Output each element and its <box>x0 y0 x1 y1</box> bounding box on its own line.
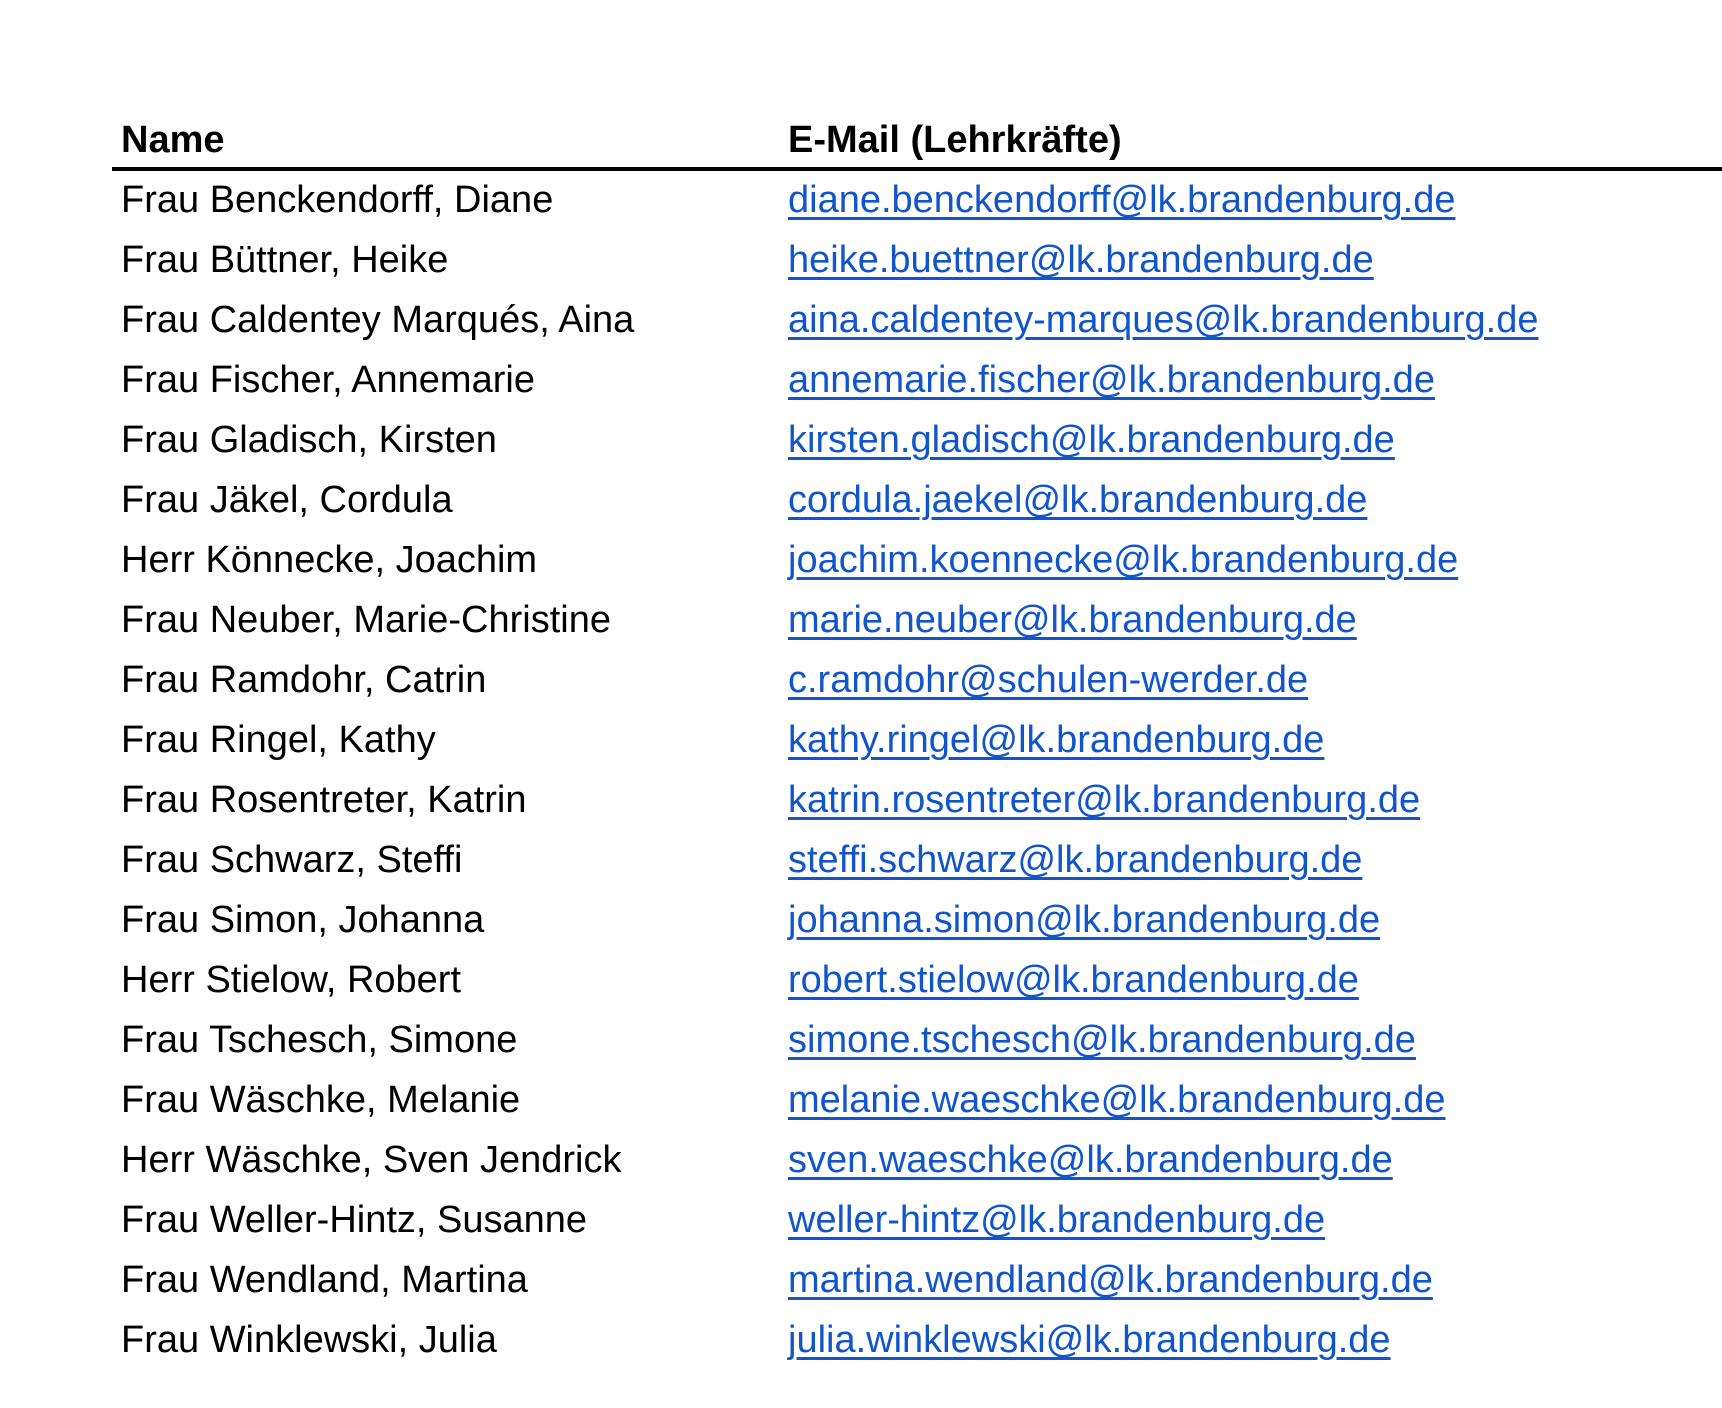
teacher-name: Herr Wäschke, Sven Jendrick <box>121 1139 622 1181</box>
table-row <box>112 170 1722 230</box>
table-header-row <box>112 112 1722 170</box>
table-row <box>112 590 1722 650</box>
email-link[interactable]: melanie.waeschke@lk.brandenburg.de <box>788 1079 1446 1121</box>
teacher-name: Frau Winklewski, Julia <box>121 1319 497 1361</box>
email-link[interactable]: kathy.ringel@lk.brandenburg.de <box>788 719 1325 761</box>
teacher-name: Frau Fischer, Annemarie <box>121 359 535 401</box>
table-row <box>112 770 1722 830</box>
teacher-name: Frau Ringel, Kathy <box>121 719 436 761</box>
email-link[interactable]: sven.waeschke@lk.brandenburg.de <box>788 1139 1393 1181</box>
table-row <box>112 1010 1722 1070</box>
column-header-name: Name <box>121 119 225 161</box>
teacher-name: Frau Gladisch, Kirsten <box>121 419 497 461</box>
teacher-name: Frau Schwarz, Steffi <box>121 839 463 881</box>
table-row <box>112 1250 1722 1310</box>
email-link[interactable]: julia.winklewski@lk.brandenburg.de <box>788 1319 1391 1361</box>
teacher-name: Frau Büttner, Heike <box>121 239 449 281</box>
table-row <box>112 1310 1722 1370</box>
table-row <box>112 650 1722 710</box>
teacher-name: Frau Neuber, Marie-Christine <box>121 599 611 641</box>
email-link[interactable]: cordula.jaekel@lk.brandenburg.de <box>788 479 1368 521</box>
teacher-name: Herr Könnecke, Joachim <box>121 539 538 581</box>
teacher-name: Herr Stielow, Robert <box>121 959 462 1001</box>
teacher-name: Frau Simon, Johanna <box>121 899 485 941</box>
teacher-name: Frau Caldentey Marqués, Aina <box>121 299 635 341</box>
email-link[interactable]: joachim.koennecke@lk.brandenburg.de <box>788 539 1459 581</box>
email-link[interactable]: c.ramdohr@schulen-werder.de <box>788 659 1309 701</box>
table-row <box>112 710 1722 770</box>
email-link[interactable]: johanna.simon@lk.brandenburg.de <box>788 899 1381 941</box>
table-row <box>112 890 1722 950</box>
email-link[interactable]: diane.benckendorff@lk.brandenburg.de <box>788 179 1456 221</box>
table-row <box>112 1130 1722 1190</box>
email-link[interactable]: weller-hintz@lk.brandenburg.de <box>788 1199 1326 1241</box>
teacher-name: Frau Ramdohr, Catrin <box>121 659 487 701</box>
email-link[interactable]: katrin.rosentreter@lk.brandenburg.de <box>788 779 1421 821</box>
email-link[interactable]: annemarie.fischer@lk.brandenburg.de <box>788 359 1435 401</box>
table-row <box>112 410 1722 470</box>
table-row <box>112 290 1722 350</box>
table-row <box>112 470 1722 530</box>
teacher-name: Frau Wendland, Martina <box>121 1259 528 1301</box>
teacher-name: Frau Wäschke, Melanie <box>121 1079 521 1121</box>
teacher-name: Frau Benckendorff, Diane <box>121 179 554 221</box>
table-body <box>112 170 1722 1370</box>
email-link[interactable]: robert.stielow@lk.brandenburg.de <box>788 959 1359 1001</box>
email-link[interactable]: marie.neuber@lk.brandenburg.de <box>788 599 1357 641</box>
table-row <box>112 830 1722 890</box>
email-link[interactable]: kirsten.gladisch@lk.brandenburg.de <box>788 419 1395 461</box>
table-row <box>112 950 1722 1010</box>
column-header-email: E-Mail (Lehrkräfte) <box>788 119 1122 161</box>
table-row <box>112 230 1722 290</box>
table-row <box>112 530 1722 590</box>
email-link[interactable]: steffi.schwarz@lk.brandenburg.de <box>788 839 1363 881</box>
table-row <box>112 1070 1722 1130</box>
email-link[interactable]: martina.wendland@lk.brandenburg.de <box>788 1259 1433 1301</box>
table-row <box>112 350 1722 410</box>
teacher-name: Frau Weller-Hintz, Susanne <box>121 1199 588 1241</box>
teacher-name: Frau Rosentreter, Katrin <box>121 779 527 821</box>
teacher-name: Frau Tschesch, Simone <box>121 1019 518 1061</box>
table-row <box>112 1190 1722 1250</box>
email-link[interactable]: simone.tschesch@lk.brandenburg.de <box>788 1019 1416 1061</box>
email-link[interactable]: heike.buettner@lk.brandenburg.de <box>788 239 1374 281</box>
email-link[interactable]: aina.caldentey-marques@lk.brandenburg.de <box>788 299 1539 341</box>
teacher-name: Frau Jäkel, Cordula <box>121 479 453 521</box>
